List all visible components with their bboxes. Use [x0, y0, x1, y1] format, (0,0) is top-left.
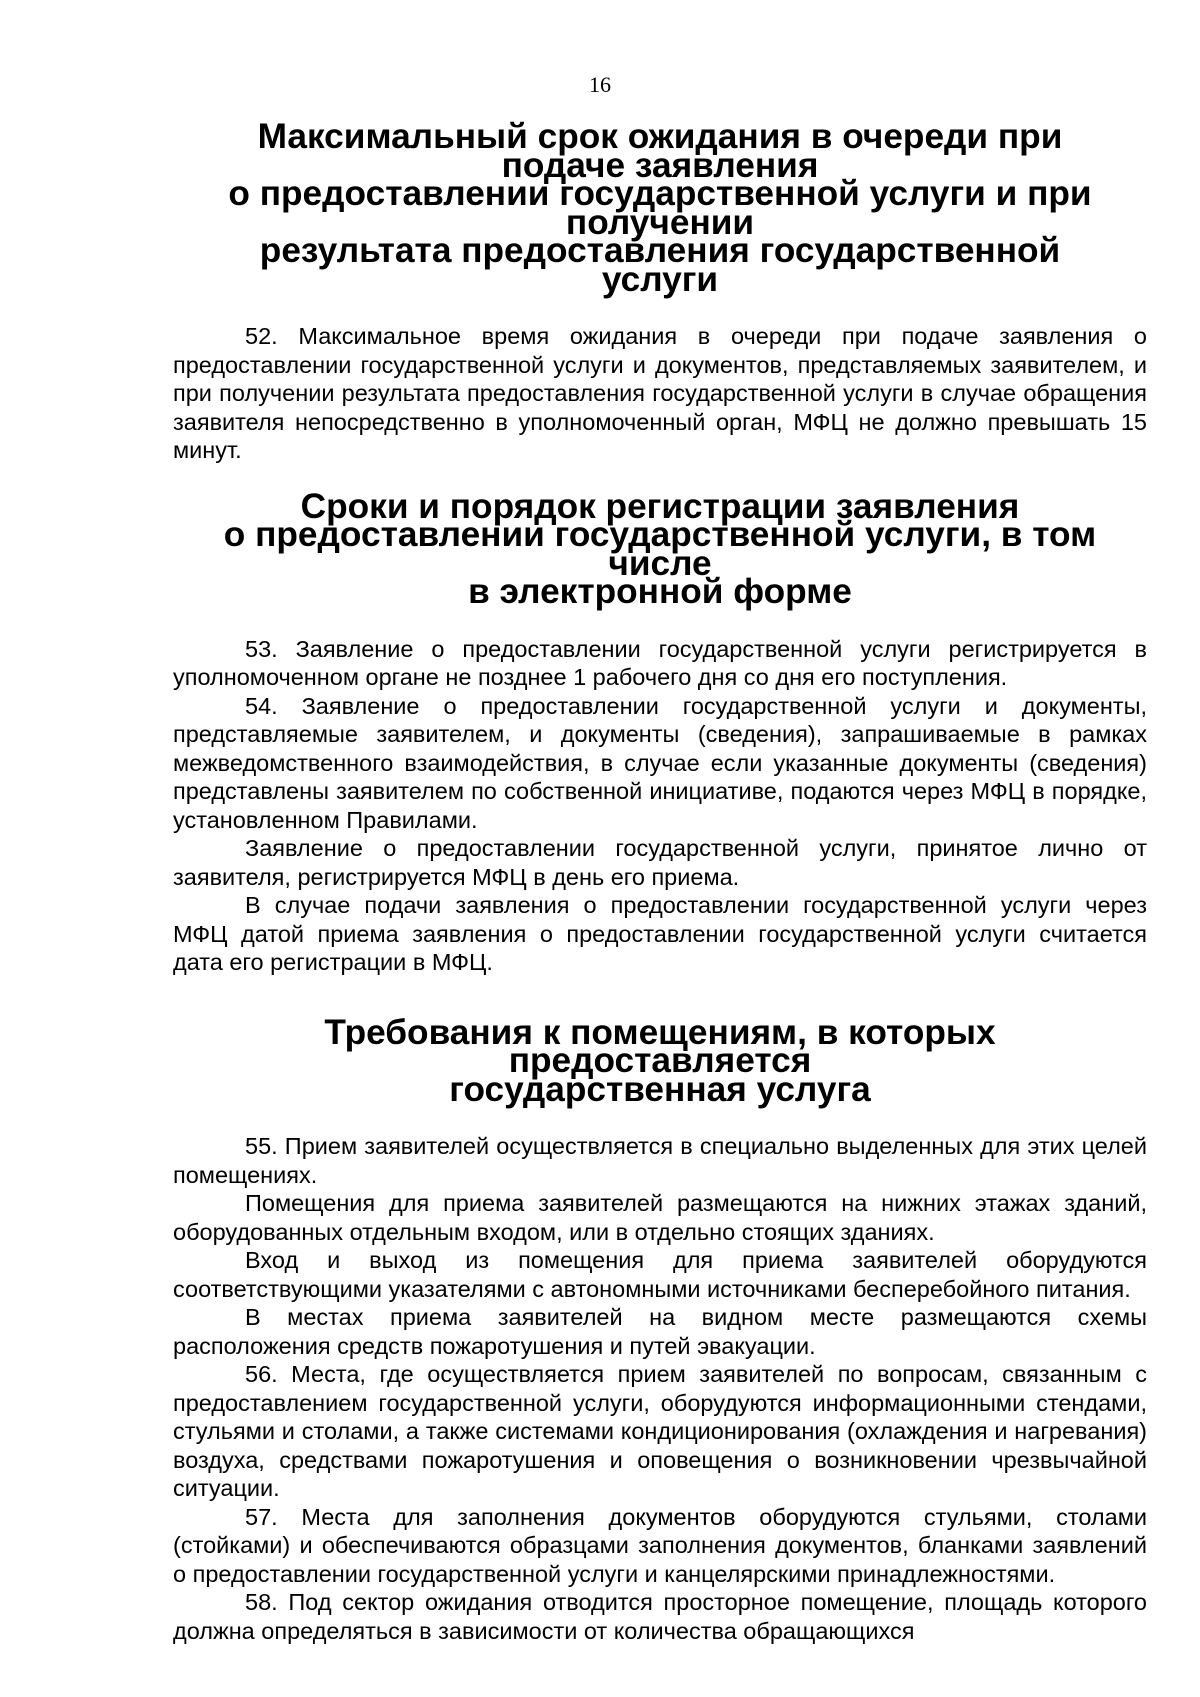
paragraph-55-entrance: Вход и выход из помещения для приема заявителей оборудуются соответствующими указателями с автономными источниками бесперебойного питания. — [173, 1247, 1147, 1302]
paragraph-55: 55. Прием заявителей осуществляется в специально выделенных для этих целей помещениях. — [173, 1133, 1147, 1188]
paragraph-54-mfc-date: В случае подачи заявления о предоставлении государственной услуги через МФЦ датой приема заявления о предоставлении государственной услуги считается дата его регистрации в МФЦ. — [173, 892, 1147, 975]
page-number: 16 — [589, 72, 611, 97]
heading-line: Требования к помещениям, в которых предоставляется — [324, 1012, 996, 1080]
section-heading-registration — [173, 486, 1147, 611]
heading-line: в электронной форме — [468, 572, 852, 611]
heading-line: Сроки и порядок регистрации заявления — [300, 486, 1020, 526]
paragraph-56: 56. Места, где осуществляется прием заявителей по вопросам, связанным с предоставлением государственной услуги, оборудуются информационными стендами, стульями и столами, а также системами кондиционирования (охлаждения и нагревания) воздуха, средствами пожаротушения и оповещения о возникновении чрезвычайной ситуации. — [173, 1361, 1147, 1501]
heading-line: государственная услуга — [449, 1069, 871, 1109]
paragraph-55-evacuation: В местах приема заявителей на видном месте размещаются схемы расположения средств пожаротушения и путей эвакуации. — [173, 1304, 1147, 1359]
heading-line: Максимальный срок ожидания в очереди при подаче заявления — [257, 117, 1063, 185]
heading-line: о предоставлении государственной услуги и при получении — [228, 174, 1092, 242]
paragraph-57: 57. Места для заполнения документов оборудуются стульями, столами (стойками) и обеспечиваются образцами заполнения документов, бланками заявлений о предоставлении государственной услуги и канцелярскими принадлежностями. — [173, 1503, 1147, 1587]
section-heading-premises — [173, 1012, 1147, 1109]
paragraph-58: 58. Под сектор ожидания отводится просторное помещение, площадь которого должна определяться в зависимости от количества обращающихся — [173, 1589, 1147, 1644]
heading-line: результата предоставления государственной услуги — [259, 231, 1061, 299]
paragraph-53: 53. Заявление о предоставлении государственной услуги регистрируется в уполномоченном органе не позднее 1 рабочего дня со дня его поступления. — [173, 635, 1147, 690]
heading-line: о предоставлении государственной услуги, в том числе — [223, 515, 1097, 583]
section-heading-waiting-time — [173, 117, 1147, 299]
paragraph-55-premises: Помещения для приема заявителей размещаются на нижних этажах зданий, оборудованных отдельным входом, или в отдельно стоящих зданиях. — [173, 1190, 1147, 1245]
document-body — [173, 117, 1147, 1645]
paragraph-54-personal: Заявление о предоставлении государственной услуги, принятое лично от заявителя, регистрируется МФЦ в день его приема. — [173, 835, 1147, 890]
paragraph-54: 54. Заявление о предоставлении государственной услуги и документы, представляемые заявителем, и документы (сведения), запрашиваемые в рамках межведомственного взаимодействия, в случае если указанные документы (сведения) представлены заявителем по собственной инициативе, подаются через МФЦ в порядке, установленном Правилами. — [173, 692, 1147, 833]
paragraph-52: 52. Максимальное время ожидания в очереди при подаче заявления о предоставлении государственной услуги и документов, представляемых заявителем, и при получении результата предоставления государственной услуги в случае обращения заявителя непосредственно в уполномоченный орган, МФЦ не должно превышать 15 минут. — [173, 323, 1147, 463]
